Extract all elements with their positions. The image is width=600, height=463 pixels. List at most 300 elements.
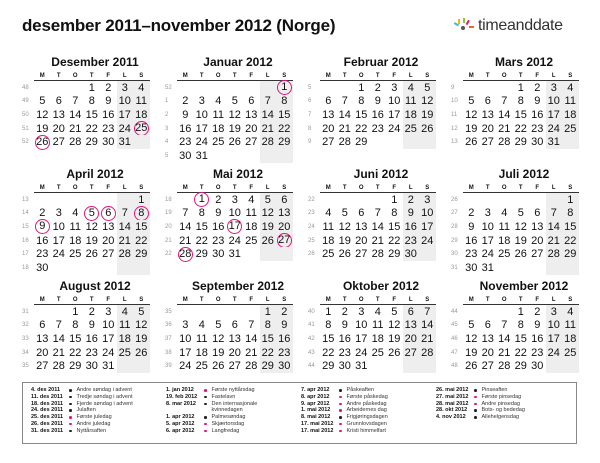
day-cell[interactable]: 30 <box>179 149 192 162</box>
day-cell[interactable]: 13 <box>481 332 494 345</box>
day-cell[interactable]: 26 <box>465 136 478 149</box>
day-cell[interactable]: 8 <box>88 95 95 108</box>
day-cell[interactable]: 22 <box>355 122 368 135</box>
day-cell[interactable]: 31 <box>117 135 134 149</box>
day-cell[interactable]: 29 <box>322 360 335 373</box>
day-cell[interactable]: 23 <box>36 248 49 261</box>
day-cell[interactable]: 30 <box>102 136 115 149</box>
day-cell[interactable]: 19 <box>419 108 436 122</box>
day-cell[interactable]: 9 <box>105 95 112 108</box>
day-cell[interactable]: 28 <box>69 136 82 149</box>
timeanddate-logo[interactable] <box>452 17 563 35</box>
day-cell[interactable]: 25 <box>403 122 420 136</box>
day-cell[interactable]: 10 <box>117 95 134 109</box>
day-cell[interactable]: 10 <box>228 207 241 220</box>
day-cell[interactable]: 17 <box>195 122 208 135</box>
day-cell[interactable]: 24 <box>117 122 134 136</box>
day-cell[interactable]: 23 <box>403 234 420 248</box>
day-cell[interactable]: 16 <box>36 234 49 247</box>
day-cell[interactable]: 2 <box>182 95 189 108</box>
day-cell[interactable]: 13 <box>481 108 494 121</box>
day-cell[interactable]: 12 <box>338 220 351 233</box>
day-cell[interactable]: 15 <box>69 332 82 345</box>
day-cell[interactable]: 29 <box>514 136 527 149</box>
day-cell[interactable]: 2 <box>341 305 348 318</box>
holiday-day[interactable]: 9 <box>34 220 51 234</box>
day-cell[interactable]: 12 <box>133 319 150 333</box>
day-cell[interactable]: 1 <box>325 305 332 318</box>
day-cell[interactable]: 12 <box>465 108 478 121</box>
holiday-day[interactable]: 17 <box>228 220 241 233</box>
day-cell[interactable]: 26 <box>419 122 436 136</box>
holiday-day[interactable]: 27 <box>276 234 293 248</box>
day-cell[interactable]: 22 <box>562 234 579 248</box>
day-cell[interactable]: 21 <box>419 332 436 346</box>
day-cell[interactable]: 9 <box>468 220 475 233</box>
day-cell[interactable]: 21 <box>338 122 351 135</box>
day-cell[interactable]: 15 <box>514 108 527 121</box>
day-cell[interactable]: 14 <box>546 220 563 234</box>
day-cell[interactable]: 23 <box>276 346 293 360</box>
day-cell[interactable]: 28 <box>52 360 65 373</box>
day-cell[interactable]: 13 <box>245 108 258 121</box>
day-cell[interactable]: 4 <box>403 81 420 95</box>
day-cell[interactable]: 16 <box>276 332 293 346</box>
day-cell[interactable]: 23 <box>465 248 478 261</box>
day-cell[interactable]: 12 <box>85 220 98 233</box>
day-cell[interactable]: 21 <box>179 234 192 247</box>
day-cell[interactable]: 18 <box>498 234 511 247</box>
day-cell[interactable]: 25 <box>245 234 258 247</box>
day-cell[interactable]: 2 <box>374 81 381 94</box>
day-cell[interactable]: 3 <box>55 207 62 220</box>
day-cell[interactable]: 2 <box>534 305 541 318</box>
day-cell[interactable]: 27 <box>228 360 241 373</box>
day-cell[interactable]: 7 <box>501 319 508 332</box>
day-cell[interactable]: 26 <box>85 248 98 261</box>
day-cell[interactable]: 3 <box>105 305 112 318</box>
day-cell[interactable]: 17 <box>102 332 115 345</box>
day-cell[interactable]: 7 <box>182 207 189 220</box>
day-cell[interactable]: 2 <box>105 81 112 94</box>
day-cell[interactable]: 27 <box>481 136 494 149</box>
day-cell[interactable]: 28 <box>498 360 511 373</box>
day-cell[interactable]: 13 <box>276 207 293 221</box>
day-cell[interactable]: 1 <box>562 193 579 207</box>
day-cell[interactable]: 1 <box>517 81 524 94</box>
day-cell[interactable]: 10 <box>52 220 65 233</box>
day-cell[interactable]: 2 <box>468 207 475 220</box>
day-cell[interactable]: 21 <box>117 234 134 248</box>
day-cell[interactable]: 27 <box>322 136 335 149</box>
holiday-day[interactable]: 1 <box>276 81 293 95</box>
day-cell[interactable]: 30 <box>531 136 544 149</box>
day-cell[interactable]: 18 <box>403 108 420 122</box>
day-cell[interactable]: 4 <box>215 95 222 108</box>
holiday-day[interactable]: 28 <box>179 247 192 260</box>
day-cell[interactable]: 21 <box>371 234 384 247</box>
day-cell[interactable]: 12 <box>228 108 241 121</box>
day-cell[interactable]: 2 <box>215 193 222 206</box>
day-cell[interactable]: 30 <box>403 247 420 261</box>
day-cell[interactable]: 28 <box>371 248 384 261</box>
day-cell[interactable]: 11 <box>69 220 81 233</box>
day-cell[interactable]: 1 <box>133 193 150 207</box>
day-cell[interactable]: 30 <box>276 359 293 373</box>
day-cell[interactable]: 20 <box>245 122 258 135</box>
holiday-day[interactable]: 5 <box>84 207 101 221</box>
day-cell[interactable]: 14 <box>419 319 436 333</box>
day-cell[interactable]: 4 <box>562 81 579 95</box>
day-cell[interactable]: 13 <box>36 332 49 345</box>
day-cell[interactable]: 22 <box>260 346 277 360</box>
day-cell[interactable]: 30 <box>85 360 98 373</box>
day-cell[interactable]: 13 <box>228 332 241 345</box>
day-cell[interactable]: 10 <box>195 108 208 121</box>
day-cell[interactable]: 18 <box>371 332 384 345</box>
day-cell[interactable]: 16 <box>403 220 420 234</box>
day-cell[interactable]: 16 <box>212 220 225 233</box>
day-cell[interactable]: 16 <box>531 332 544 345</box>
day-cell[interactable]: 25 <box>498 248 511 261</box>
day-cell[interactable]: 14 <box>245 332 258 345</box>
day-cell[interactable]: 3 <box>231 193 238 206</box>
day-cell[interactable]: 4 <box>374 305 381 318</box>
day-cell[interactable]: 7 <box>546 207 563 221</box>
day-cell[interactable]: 30 <box>338 360 351 373</box>
day-cell[interactable]: 25 <box>322 248 335 261</box>
day-cell[interactable]: 7 <box>117 207 134 221</box>
day-cell[interactable]: 17 <box>546 332 563 346</box>
day-cell[interactable]: 24 <box>546 346 563 360</box>
day-cell[interactable]: 28 <box>338 136 351 149</box>
day-cell[interactable]: 31 <box>546 135 563 149</box>
day-cell[interactable]: 23 <box>179 136 192 149</box>
day-cell[interactable]: 23 <box>531 346 544 359</box>
day-cell[interactable]: 12 <box>212 332 225 345</box>
day-cell[interactable]: 9 <box>182 108 189 121</box>
day-cell[interactable]: 29 <box>133 247 150 261</box>
day-cell[interactable]: 12 <box>419 95 436 109</box>
day-cell[interactable]: 10 <box>102 319 115 332</box>
day-cell[interactable]: 2 <box>276 305 293 319</box>
day-cell[interactable]: 13 <box>531 220 544 233</box>
day-cell[interactable]: 26 <box>212 360 225 373</box>
day-cell[interactable]: 23 <box>371 122 384 135</box>
day-cell[interactable]: 29 <box>69 360 82 373</box>
day-cell[interactable]: 17 <box>179 346 192 359</box>
day-cell[interactable]: 5 <box>517 207 524 220</box>
day-cell[interactable]: 9 <box>341 319 348 332</box>
day-cell[interactable]: 5 <box>39 95 46 108</box>
day-cell[interactable]: 8 <box>517 95 524 108</box>
day-cell[interactable]: 6 <box>39 319 46 332</box>
day-cell[interactable]: 18 <box>69 234 82 247</box>
day-cell[interactable]: 2 <box>39 207 46 220</box>
day-cell[interactable]: 31 <box>195 149 208 162</box>
day-cell[interactable]: 8 <box>517 319 524 332</box>
day-cell[interactable]: 7 <box>419 305 436 319</box>
day-cell[interactable]: 24 <box>546 122 563 136</box>
day-cell[interactable]: 18 <box>322 234 335 247</box>
day-cell[interactable]: 7 <box>72 95 79 108</box>
day-cell[interactable]: 4 <box>117 305 134 319</box>
day-cell[interactable]: 25 <box>562 346 579 360</box>
day-cell[interactable]: 28 <box>260 135 277 149</box>
day-cell[interactable]: 15 <box>514 332 527 345</box>
day-cell[interactable]: 29 <box>562 247 579 261</box>
day-cell[interactable]: 15 <box>260 332 277 346</box>
day-cell[interactable]: 24 <box>355 346 368 359</box>
day-cell[interactable]: 31 <box>355 360 368 373</box>
day-cell[interactable]: 6 <box>231 319 238 332</box>
day-cell[interactable]: 23 <box>531 122 544 135</box>
day-cell[interactable]: 19 <box>228 122 241 135</box>
day-cell[interactable]: 25 <box>562 122 579 136</box>
day-cell[interactable]: 20 <box>102 234 115 247</box>
day-cell[interactable]: 29 <box>195 248 208 261</box>
day-cell[interactable]: 12 <box>388 319 401 332</box>
day-cell[interactable]: 20 <box>276 220 293 234</box>
day-cell[interactable]: 18 <box>562 108 579 122</box>
day-cell[interactable]: 6 <box>484 319 491 332</box>
day-cell[interactable]: 6 <box>534 207 541 220</box>
day-cell[interactable]: 13 <box>102 220 115 233</box>
day-cell[interactable]: 12 <box>465 332 478 345</box>
day-cell[interactable]: 19 <box>133 332 150 346</box>
day-cell[interactable]: 23 <box>212 234 225 247</box>
day-cell[interactable]: 9 <box>534 95 541 108</box>
day-cell[interactable]: 10 <box>481 220 494 233</box>
day-cell[interactable]: 13 <box>403 319 420 333</box>
day-cell[interactable]: 4 <box>198 319 205 332</box>
day-cell[interactable]: 8 <box>391 207 398 220</box>
day-cell[interactable]: 26 <box>338 248 351 261</box>
day-cell[interactable]: 17 <box>52 234 65 247</box>
day-cell[interactable]: 28 <box>498 136 511 149</box>
day-cell[interactable]: 8 <box>325 319 332 332</box>
day-cell[interactable]: 6 <box>248 95 255 108</box>
day-cell[interactable]: 5 <box>260 193 277 207</box>
day-cell[interactable]: 8 <box>358 95 365 108</box>
day-cell[interactable]: 9 <box>534 319 541 332</box>
day-cell[interactable]: 11 <box>117 319 134 333</box>
day-cell[interactable]: 21 <box>546 234 563 248</box>
holiday-day[interactable]: 1 <box>194 193 211 207</box>
day-cell[interactable]: 11 <box>498 220 510 233</box>
day-cell[interactable]: 5 <box>419 81 436 95</box>
day-cell[interactable]: 22 <box>195 234 208 247</box>
day-cell[interactable]: 21 <box>260 122 277 136</box>
day-cell[interactable]: 15 <box>562 220 579 234</box>
day-cell[interactable]: 5 <box>468 95 475 108</box>
day-cell[interactable]: 19 <box>465 122 478 135</box>
day-cell[interactable]: 19 <box>338 234 351 247</box>
day-cell[interactable]: 22 <box>133 234 150 248</box>
day-cell[interactable]: 19 <box>36 122 49 135</box>
day-cell[interactable]: 3 <box>484 207 491 220</box>
day-cell[interactable]: 16 <box>85 332 98 345</box>
day-cell[interactable]: 9 <box>403 207 420 221</box>
day-cell[interactable]: 20 <box>403 332 420 346</box>
day-cell[interactable]: 22 <box>514 122 527 135</box>
day-cell[interactable]: 5 <box>231 95 238 108</box>
day-cell[interactable]: 18 <box>117 332 134 346</box>
day-cell[interactable]: 7 <box>55 319 62 332</box>
day-cell[interactable]: 17 <box>355 332 368 345</box>
day-cell[interactable]: 27 <box>36 360 49 373</box>
day-cell[interactable]: 6 <box>484 95 491 108</box>
day-cell[interactable]: 3 <box>198 95 205 108</box>
day-cell[interactable]: 7 <box>341 95 348 108</box>
day-cell[interactable]: 28 <box>117 247 134 261</box>
day-cell[interactable]: 18 <box>195 346 208 359</box>
day-cell[interactable]: 20 <box>531 234 544 247</box>
day-cell[interactable]: 24 <box>388 122 401 135</box>
day-cell[interactable]: 1 <box>391 193 398 206</box>
day-cell[interactable]: 10 <box>179 332 192 345</box>
day-cell[interactable]: 1 <box>358 81 365 94</box>
day-cell[interactable]: 11 <box>133 95 150 109</box>
day-cell[interactable]: 27 <box>52 136 65 149</box>
day-cell[interactable]: 5 <box>133 305 150 319</box>
day-cell[interactable]: 17 <box>388 108 401 121</box>
holiday-day[interactable]: 8 <box>133 207 150 221</box>
day-cell[interactable]: 6 <box>325 95 332 108</box>
day-cell[interactable]: 1 <box>517 305 524 318</box>
day-cell[interactable]: 30 <box>465 261 478 274</box>
day-cell[interactable]: 14 <box>69 108 82 121</box>
day-cell[interactable]: 5 <box>468 319 475 332</box>
day-cell[interactable]: 11 <box>403 95 420 109</box>
day-cell[interactable]: 15 <box>355 108 368 121</box>
day-cell[interactable]: 29 <box>85 136 98 149</box>
day-cell[interactable]: 22 <box>69 346 82 359</box>
day-cell[interactable]: 18 <box>562 332 579 346</box>
day-cell[interactable]: 24 <box>228 234 241 247</box>
day-cell[interactable]: 26 <box>133 346 150 360</box>
day-cell[interactable]: 26 <box>388 346 401 359</box>
day-cell[interactable]: 29 <box>276 135 293 149</box>
day-cell[interactable]: 9 <box>374 95 381 108</box>
day-cell[interactable]: 22 <box>514 346 527 359</box>
day-cell[interactable]: 15 <box>276 108 293 122</box>
day-cell[interactable]: 11 <box>562 319 579 333</box>
day-cell[interactable]: 24 <box>102 346 115 359</box>
day-cell[interactable]: 17 <box>117 108 134 122</box>
day-cell[interactable]: 2 <box>88 305 95 318</box>
day-cell[interactable]: 20 <box>355 234 368 247</box>
day-cell[interactable]: 31 <box>228 248 241 261</box>
day-cell[interactable]: 3 <box>546 81 563 95</box>
day-cell[interactable]: 11 <box>372 319 384 332</box>
day-cell[interactable]: 26 <box>260 234 277 248</box>
day-cell[interactable]: 9 <box>215 207 222 220</box>
day-cell[interactable]: 23 <box>338 346 351 359</box>
day-cell[interactable]: 20 <box>52 122 65 135</box>
day-cell[interactable]: 23 <box>85 346 98 359</box>
day-cell[interactable]: 16 <box>531 108 544 121</box>
day-cell[interactable]: 29 <box>260 359 277 373</box>
day-cell[interactable]: 21 <box>69 122 82 135</box>
day-cell[interactable]: 25 <box>69 248 82 261</box>
day-cell[interactable]: 5 <box>391 305 398 318</box>
day-cell[interactable]: 15 <box>85 108 98 121</box>
day-cell[interactable]: 8 <box>72 319 79 332</box>
day-cell[interactable]: 14 <box>498 108 511 121</box>
day-cell[interactable]: 29 <box>355 136 368 149</box>
day-cell[interactable]: 4 <box>72 207 79 220</box>
day-cell[interactable]: 11 <box>245 207 257 220</box>
day-cell[interactable]: 26 <box>514 248 527 261</box>
day-cell[interactable]: 14 <box>260 108 277 122</box>
day-cell[interactable]: 15 <box>388 220 401 233</box>
day-cell[interactable]: 6 <box>276 193 293 207</box>
day-cell[interactable]: 13 <box>322 108 335 121</box>
holiday-day[interactable]: 25 <box>133 122 150 136</box>
day-cell[interactable]: 13 <box>355 220 368 233</box>
day-cell[interactable]: 3 <box>391 81 398 94</box>
day-cell[interactable]: 7 <box>248 319 255 332</box>
day-cell[interactable]: 7 <box>501 95 508 108</box>
day-cell[interactable]: 22 <box>276 122 293 136</box>
day-cell[interactable]: 27 <box>102 248 115 261</box>
day-cell[interactable]: 1 <box>260 305 277 319</box>
day-cell[interactable]: 8 <box>260 319 277 333</box>
day-cell[interactable]: 16 <box>338 332 351 345</box>
day-cell[interactable]: 14 <box>52 332 65 345</box>
day-cell[interactable]: 14 <box>179 220 192 233</box>
day-cell[interactable]: 30 <box>212 248 225 261</box>
day-cell[interactable]: 22 <box>388 234 401 247</box>
day-cell[interactable]: 22 <box>322 346 335 359</box>
day-cell[interactable]: 12 <box>260 207 277 221</box>
day-cell[interactable]: 16 <box>465 234 478 247</box>
day-cell[interactable]: 17 <box>546 108 563 122</box>
day-cell[interactable]: 1 <box>88 81 95 94</box>
day-cell[interactable]: 30 <box>36 261 49 274</box>
day-cell[interactable]: 6 <box>55 95 62 108</box>
holiday-day[interactable]: 26 <box>36 135 49 148</box>
day-cell[interactable]: 23 <box>102 122 115 135</box>
day-cell[interactable]: 21 <box>245 346 258 359</box>
day-cell[interactable]: 27 <box>481 360 494 373</box>
day-cell[interactable]: 24 <box>52 248 65 261</box>
day-cell[interactable]: 12 <box>36 108 49 121</box>
day-cell[interactable]: 11 <box>562 95 579 109</box>
day-cell[interactable]: 1 <box>72 305 79 318</box>
day-cell[interactable]: 3 <box>117 81 134 95</box>
day-cell[interactable]: 19 <box>260 220 277 234</box>
day-cell[interactable]: 21 <box>498 122 511 135</box>
day-cell[interactable]: 10 <box>388 95 401 108</box>
day-cell[interactable]: 8 <box>198 207 205 220</box>
day-cell[interactable]: 19 <box>514 234 527 247</box>
day-cell[interactable]: 17 <box>481 234 494 247</box>
day-cell[interactable]: 24 <box>481 248 494 261</box>
day-cell[interactable]: 3 <box>546 305 563 319</box>
day-cell[interactable]: 28 <box>245 360 258 373</box>
day-cell[interactable]: 7 <box>374 207 381 220</box>
day-cell[interactable]: 15 <box>195 220 208 233</box>
day-cell[interactable]: 6 <box>358 207 365 220</box>
day-cell[interactable]: 5 <box>341 207 348 220</box>
day-cell[interactable]: 6 <box>403 305 420 319</box>
day-cell[interactable]: 18 <box>245 220 258 233</box>
day-cell[interactable]: 19 <box>212 346 225 359</box>
day-cell[interactable]: 5 <box>215 319 222 332</box>
day-cell[interactable]: 30 <box>531 360 544 373</box>
